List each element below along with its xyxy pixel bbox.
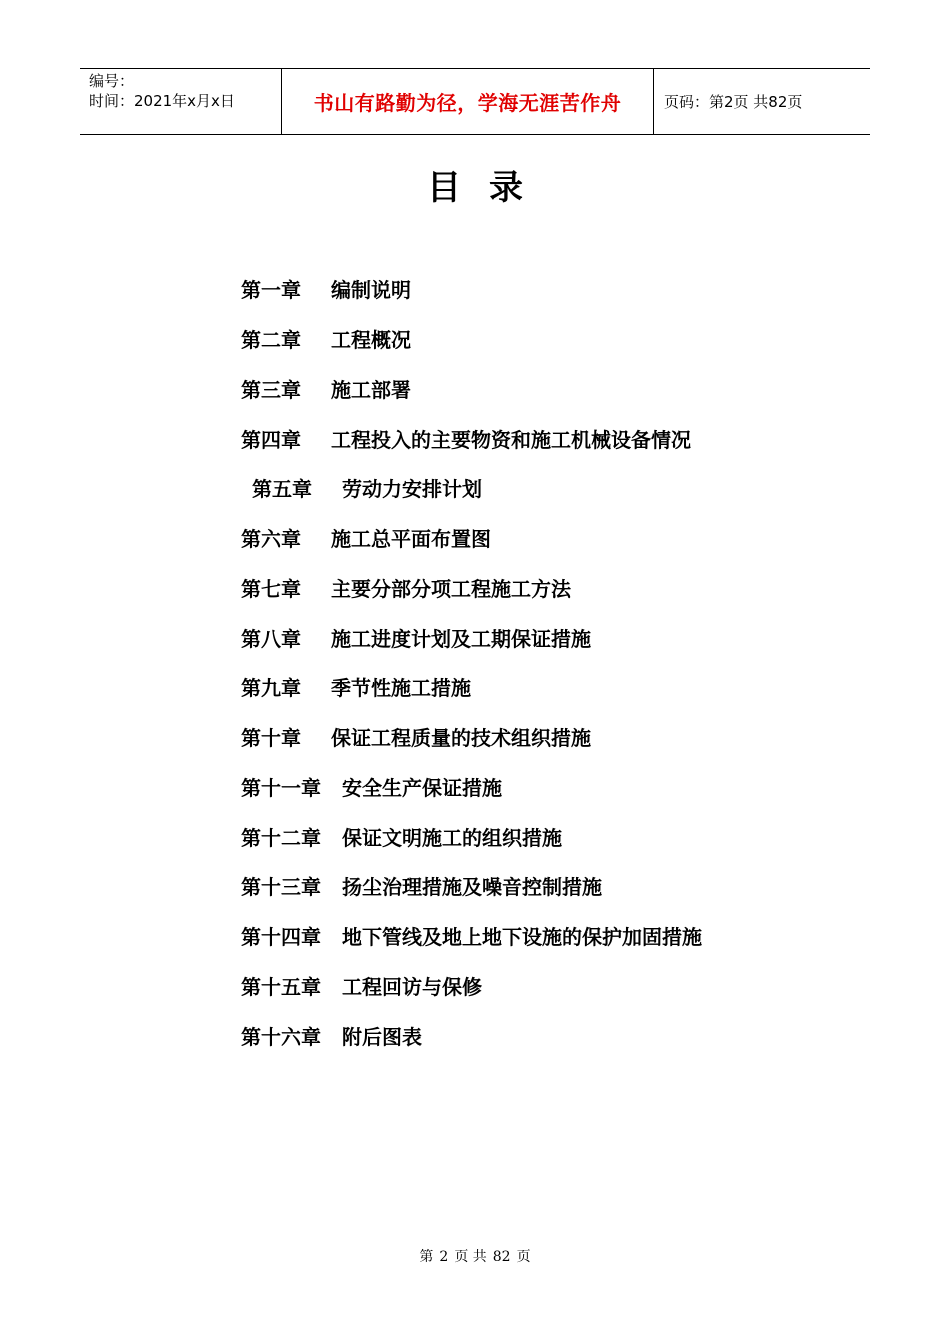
chapter-number: 第十四章 <box>241 925 321 950</box>
chapter-title: 施工部署 <box>331 377 411 402</box>
chapter-title: 附后图表 <box>342 1024 422 1049</box>
toc-item <box>241 911 702 961</box>
toc-item <box>241 413 702 463</box>
toc-item <box>241 612 702 662</box>
footer-prefix: 第 <box>419 1249 434 1265</box>
header-page-info: 页码：第2页 共82页 <box>664 93 803 111</box>
chapter-number: 第五章 <box>252 477 312 502</box>
table-of-contents <box>241 264 702 1060</box>
chapter-title: 保证工程质量的技术组织措施 <box>331 726 591 751</box>
footer-total-pages: 82 <box>492 1249 511 1265</box>
chapter-title: 工程概况 <box>331 328 411 353</box>
chapter-title: 扬尘治理措施及噪音控制措施 <box>342 875 602 900</box>
chapter-number: 第四章 <box>241 427 301 452</box>
chapter-number: 第十二章 <box>241 825 321 850</box>
chapter-title: 施工进度计划及工期保证措施 <box>331 626 591 651</box>
toc-item <box>241 563 702 613</box>
toc-item <box>241 762 702 812</box>
chapter-number: 第十一章 <box>241 775 321 800</box>
chapter-number: 第七章 <box>241 576 301 601</box>
chapter-number: 第八章 <box>241 626 301 651</box>
toc-item <box>241 961 702 1011</box>
chapter-number: 第十三章 <box>241 875 321 900</box>
chapter-number: 第六章 <box>241 527 301 552</box>
chapter-title: 工程回访与保修 <box>342 974 482 999</box>
toc-item <box>241 364 702 414</box>
chapter-title: 施工总平面布置图 <box>331 527 491 552</box>
toc-item <box>241 264 702 314</box>
chapter-number: 第十六章 <box>241 1024 321 1049</box>
chapter-title: 编制说明 <box>331 278 411 303</box>
chapter-number: 第九章 <box>241 676 301 701</box>
toc-item <box>241 1010 702 1060</box>
chapter-title: 工程投入的主要物资和施工机械设备情况 <box>331 427 691 452</box>
toc-item <box>241 662 702 712</box>
footer-current-page: 2 <box>439 1249 449 1265</box>
footer-mid: 页 共 <box>454 1249 487 1265</box>
toc-item <box>241 314 702 364</box>
number-label: 编号： <box>89 72 135 90</box>
chapter-title: 安全生产保证措施 <box>342 775 502 800</box>
page-header <box>80 68 870 135</box>
chapter-number: 第十五章 <box>241 974 321 999</box>
time-label: 时间：2021年x月x日 <box>89 92 235 110</box>
chapter-number: 第三章 <box>241 377 301 402</box>
toc-item <box>241 513 702 563</box>
toc-item <box>241 712 702 762</box>
chapter-number: 第十章 <box>241 726 301 751</box>
chapter-title: 地下管线及地上地下设施的保护加固措施 <box>342 925 702 950</box>
chapter-title: 劳动力安排计划 <box>342 477 482 502</box>
toc-item <box>241 463 702 513</box>
chapter-title: 季节性施工措施 <box>331 676 471 701</box>
footer-suffix: 页 <box>516 1249 531 1265</box>
header-meta <box>80 69 282 134</box>
toc-item <box>241 861 702 911</box>
chapter-number: 第二章 <box>241 328 301 353</box>
chapter-title: 保证文明施工的组织措施 <box>342 825 562 850</box>
toc-item <box>241 811 702 861</box>
header-motto: 书山有路勤为径，学海无涯苦作舟 <box>282 69 654 134</box>
page-footer <box>0 1246 950 1266</box>
chapter-title: 主要分部分项工程施工方法 <box>331 576 571 601</box>
chapter-number: 第一章 <box>241 278 301 303</box>
page-title: 目录 <box>427 168 551 208</box>
